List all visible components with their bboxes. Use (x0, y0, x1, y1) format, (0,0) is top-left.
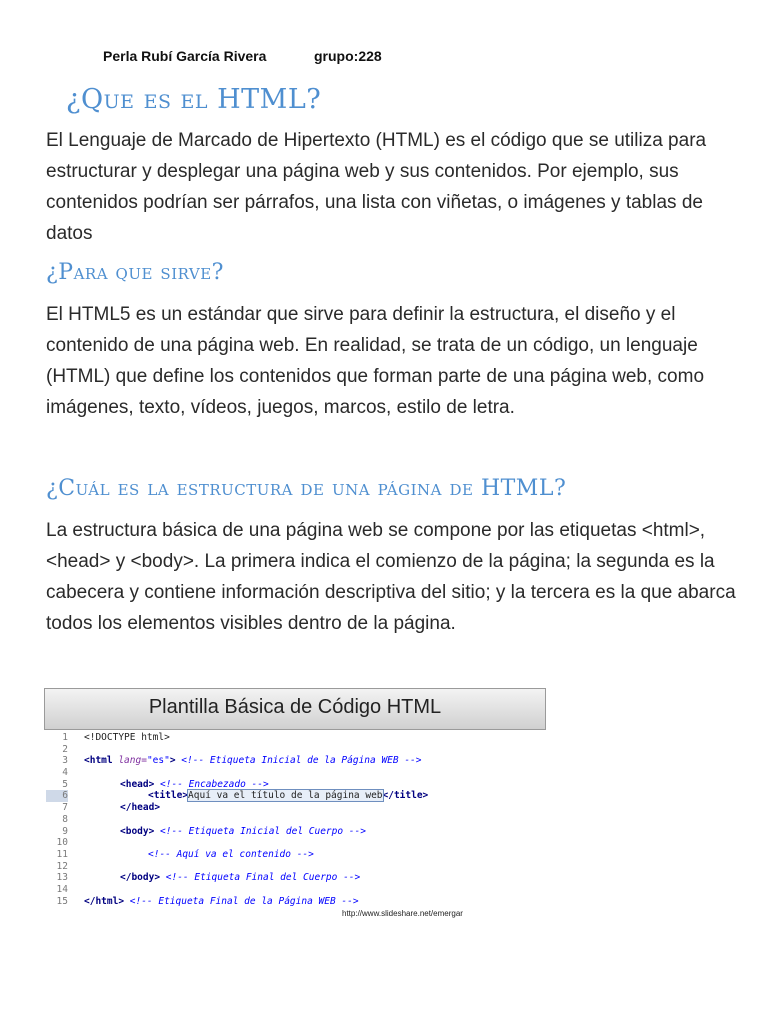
code-listing (44, 732, 546, 907)
line-number: 6 (46, 790, 68, 802)
code-tag: </body> (120, 872, 161, 884)
line-number: 13 (56, 872, 68, 884)
code-comment: <!-- Etiqueta Final del Cuerpo --> (160, 872, 361, 884)
author-name: Perla Rubí García Rivera (103, 48, 267, 64)
code-line (44, 779, 546, 791)
line-number: 7 (62, 802, 68, 814)
code-comment: <!-- Aquí va el contenido --> (148, 848, 314, 860)
paragraph-what-is-html: El Lenguaje de Marcado de Hipertexto (HTML) es el código que se utiliza para estructurar y desplegar una página web y sus contenidos. Por ejemplo, sus contenidos podrían ser párrafos, una lista con viñetas, o imágenes y tablas de datos (46, 130, 707, 244)
code-tag: </head> (120, 802, 161, 814)
image-credit: http://www.slideshare.net/emergar (342, 909, 463, 918)
code-line (44, 826, 546, 838)
line-number: 15 (56, 895, 68, 907)
line-number: 10 (56, 837, 68, 849)
code-line (44, 767, 546, 779)
code-tag: <title> (148, 790, 189, 802)
code-text: <!DOCTYPE html> (84, 732, 170, 743)
code-line (44, 872, 546, 884)
code-line (44, 802, 546, 814)
line-number: 11 (56, 848, 68, 860)
heading-what-is-it-for: ¿Para que sirve? (46, 260, 224, 285)
code-line (44, 755, 546, 767)
line-number: 9 (62, 825, 68, 837)
code-value: "es" (146, 755, 170, 767)
code-tag: > (169, 755, 176, 767)
line-number: 8 (62, 813, 68, 825)
heading-page-structure: ¿Cuál es la estructura de una página de HTML? (46, 476, 567, 501)
line-number: 3 (62, 755, 68, 767)
paragraph-page-structure: La estructura básica de una página web se compone por las etiquetas <html>, <head> y <body>. La primera indica el comienzo de la página; la segunda es la cabecera y contiene información descriptiva del sitio; y la tercera es la que abarca todos los elementos visibles dentro de la página. (46, 520, 736, 634)
code-line (44, 732, 546, 744)
code-comment: <!-- Etiqueta Inicial de la Página WEB --> (175, 755, 422, 767)
code-comment: <!-- Encabezado --> (154, 778, 269, 790)
line-number: 4 (62, 767, 68, 779)
code-line (44, 861, 546, 873)
heading-what-is-html: ¿Que es el HTML? (66, 84, 322, 115)
code-line (44, 896, 546, 908)
code-tag: </title> (382, 790, 429, 802)
code-line (44, 849, 546, 861)
code-text: Aquí va el título de la página web (188, 790, 383, 802)
code-comment: <!-- Etiqueta Inicial del Cuerpo --> (154, 825, 366, 837)
code-line (44, 884, 546, 896)
line-number: 2 (62, 743, 68, 755)
line-number: 1 (62, 732, 68, 743)
code-tag: <html (84, 755, 119, 767)
code-tag: </html> (84, 895, 125, 907)
code-line (44, 744, 546, 756)
code-tag: <head> (120, 778, 155, 790)
line-number: 5 (62, 778, 68, 790)
html-template-figure (44, 688, 546, 924)
code-line (44, 790, 546, 802)
figure-title-bar (44, 688, 546, 730)
code-attr: lang= (118, 755, 147, 767)
code-line (44, 814, 546, 826)
code-line (44, 837, 546, 849)
line-number: 14 (56, 883, 68, 895)
line-number: 12 (56, 860, 68, 872)
figure-title: Plantilla Básica de Código HTML (148, 696, 442, 718)
group-label: grupo:228 (314, 48, 382, 64)
code-comment: <!-- Etiqueta Final de la Página WEB --> (124, 895, 359, 907)
code-tag: <body> (120, 825, 155, 837)
paragraph-what-is-it-for: El HTML5 es un estándar que sirve para definir la estructura, el diseño y el contenido de una página web. En realidad, se trata de un código, un lenguaje (HTML) que define los contenidos que forman parte de una página web, como imágenes, texto, vídeos, juegos, marcos, estilo de letra. (46, 304, 705, 418)
